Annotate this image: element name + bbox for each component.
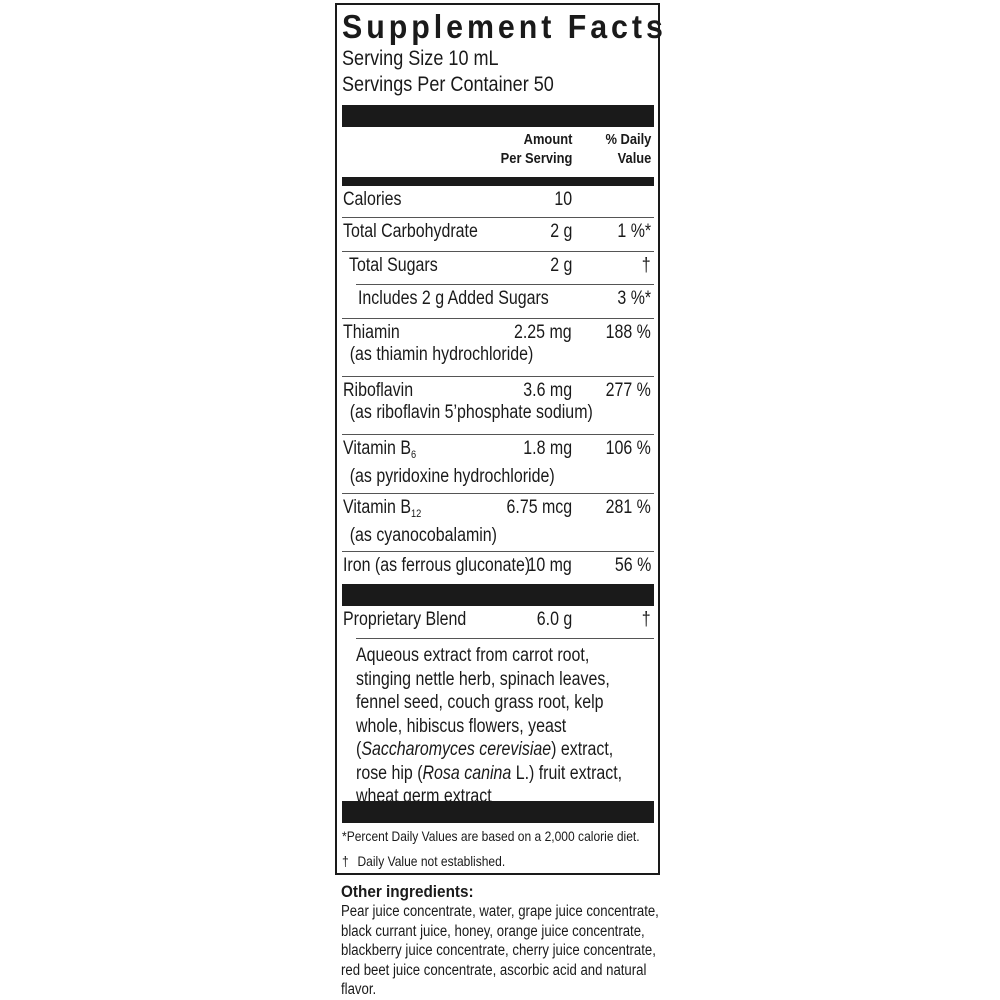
servings-per-container: Servings Per Container 50 xyxy=(342,73,554,96)
footnote-daily-values: * Percent Daily Values are based on a 2,000 calorie diet. xyxy=(342,828,640,844)
other-ingredients-heading: Other ingredients: xyxy=(341,882,474,901)
nutrient-row-total-carbohydrate: Total Carbohydrate 2 g 1 %* xyxy=(342,218,654,252)
divider-bar xyxy=(342,105,654,127)
nutrient-row-vitamin-b6: Vitamin $B_6$ (as pyridoxine hydrochloride) 1.8 mg 106 % xyxy=(342,435,654,494)
other-ingredients xyxy=(341,882,681,1000)
amount-header: Amount Per Serving xyxy=(500,131,572,167)
proprietary-blend-row: Proprietary Blend 6.0 g † xyxy=(342,606,654,639)
divider-bar xyxy=(342,584,654,606)
daily-value-header: % Daily Value xyxy=(605,131,651,167)
column-header xyxy=(342,127,654,177)
footnotes xyxy=(342,823,654,874)
other-ingredients-text: Pear juice concentrate, water, grape juice concentrate, black currant juice, honey, orange juice concentrate, blackberry juice concentrate, cherry juice concentrate, red beet juice concentrate, ascorbic acid and natural flavor. xyxy=(341,903,659,998)
serving-size: Serving Size 10 mL xyxy=(342,47,499,70)
nutrient-row-added-sugars: Includes 2 g Added Sugars 3 %* xyxy=(342,285,654,319)
nutrient-row-calories: Calories 10 xyxy=(342,186,654,218)
nutrient-row-thiamin: Thiamin (as thiamin hydrochloride) 2.25 mg 188 % xyxy=(342,319,654,377)
supplement-facts-panel xyxy=(335,3,667,875)
proprietary-blend-ingredients: Aqueous extract from carrot root, stinging nettle herb, spinach leaves, fennel seed, couch grass root, kelp whole, hibiscus flowers, yeast (Saccharomyces cerevisiae) extract, rose hip (Rosa canina L.) fruit extract, wheat germ extract xyxy=(356,645,623,807)
footnote-not-established: † Daily Value not established. xyxy=(342,853,506,869)
nutrient-row-total-sugars: Total Sugars 2 g † xyxy=(342,252,654,285)
divider-bar xyxy=(342,177,654,186)
panel-title: Supplement Facts xyxy=(342,8,667,45)
nutrient-row-riboflavin: Riboflavin (as riboflavin 5’phosphate sodium) 3.6 mg 277 % xyxy=(342,377,654,435)
nutrient-row-vitamin-b12: Vitamin $B_{12}$ (as cyanocobalamin) 6.75 mcg 281 % xyxy=(342,494,654,552)
nutrient-row-iron: Iron (as ferrous gluconate) 10 mg 56 % xyxy=(343,555,651,576)
